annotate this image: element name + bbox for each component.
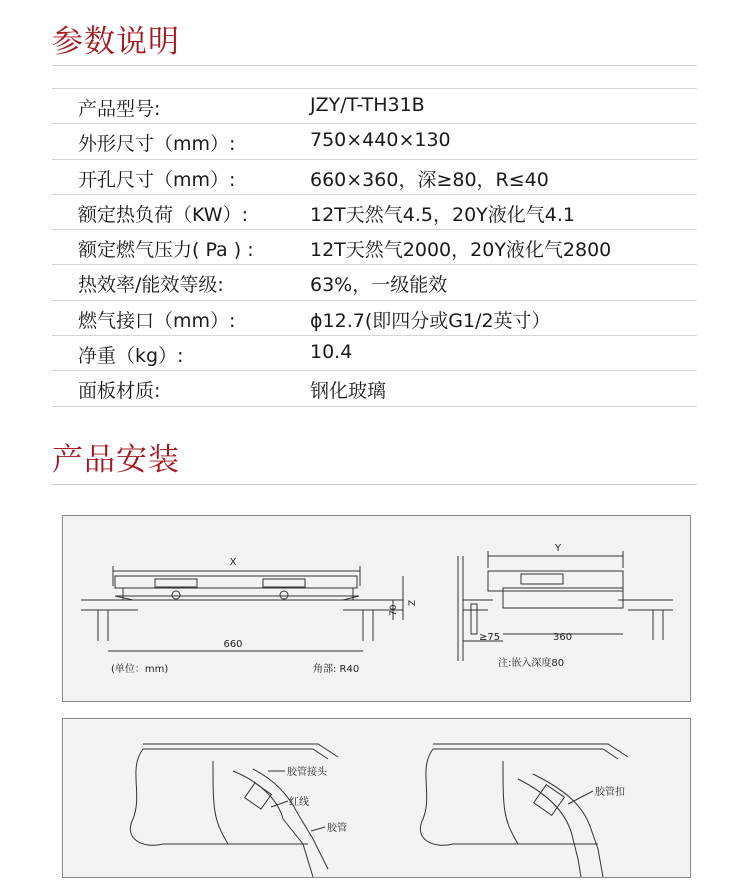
label-hose: 胶管 <box>327 823 347 834</box>
spec-label: 面板材质: <box>78 380 161 403</box>
spec-row-net-weight <box>52 336 697 371</box>
gas-connection-drawing <box>63 719 690 877</box>
front-dim-660-label: 660 <box>223 639 243 650</box>
spec-value: 钢化玻璃 <box>310 380 387 403</box>
spec-row-gas-inlet <box>52 301 697 336</box>
spec-label: 开孔尺寸（mm）: <box>78 168 236 191</box>
params-section-title: 参数说明 <box>52 24 180 60</box>
left-connection-drawing <box>130 744 338 877</box>
spec-value: 10.4 <box>310 341 353 364</box>
install-title-divider <box>52 484 697 485</box>
spec-row-panel-material <box>52 371 697 406</box>
spec-row-heat-load <box>52 195 697 230</box>
spec-table <box>52 88 697 407</box>
label-hose-joint: 胶管接头 <box>287 767 327 778</box>
spec-label: 产品型号: <box>78 98 161 120</box>
front-dim-z-label: Z <box>408 599 418 606</box>
embed-note: 注:嵌入深度80 <box>498 658 565 669</box>
spec-label: 热效率/能效等级: <box>78 274 224 297</box>
install-section-title: 产品安装 <box>52 442 180 478</box>
front-dim-x-label: X <box>229 557 237 568</box>
spec-row-model <box>52 88 697 124</box>
spec-row-cutout-size <box>52 160 697 195</box>
side-dim-360-label: 360 <box>553 632 573 643</box>
side-dim-gap-label: ≥75 <box>479 632 501 643</box>
gas-connection-panel <box>62 718 691 878</box>
spec-row-gas-pressure <box>52 230 697 265</box>
side-view-drawing <box>458 551 673 661</box>
spec-value: 12T天然气2000，20Y液化气2800 <box>310 239 612 262</box>
params-title-divider <box>52 65 697 66</box>
spec-value: 660×360，深≥80，R≤40 <box>310 168 549 191</box>
side-dim-y-label: Y <box>554 543 562 554</box>
spec-value: JZY/T-TH31B <box>310 94 425 116</box>
spec-value: ϕ12.7(即四分或G1/2英寸） <box>310 309 551 332</box>
spec-value: 63%，一级能效 <box>310 274 448 297</box>
spec-value: 750×440×130 <box>310 129 451 152</box>
spec-label: 额定热负荷（KW）: <box>78 203 248 226</box>
front-dim-70-label: 70 <box>389 604 399 616</box>
spec-label: 燃气接口（mm）: <box>78 309 236 332</box>
label-hose-clamp: 胶管扣 <box>595 787 625 798</box>
dimension-drawing-panel <box>62 515 691 702</box>
corner-note: 角部: R40 <box>313 664 360 675</box>
spec-label: 额定燃气压力( Pa ) : <box>78 239 254 262</box>
spec-row-outer-size <box>52 124 697 159</box>
spec-label: 净重（kg）: <box>78 345 184 368</box>
right-connection-drawing <box>420 744 628 877</box>
spec-row-efficiency <box>52 265 697 300</box>
dimension-drawing <box>63 516 690 701</box>
label-red-line: 红线 <box>289 797 309 808</box>
unit-note: (单位：mm) <box>111 664 169 675</box>
spec-label: 外形尺寸（mm）: <box>78 133 236 156</box>
spec-value: 12T天然气4.5，20Y液化气4.1 <box>310 203 575 226</box>
